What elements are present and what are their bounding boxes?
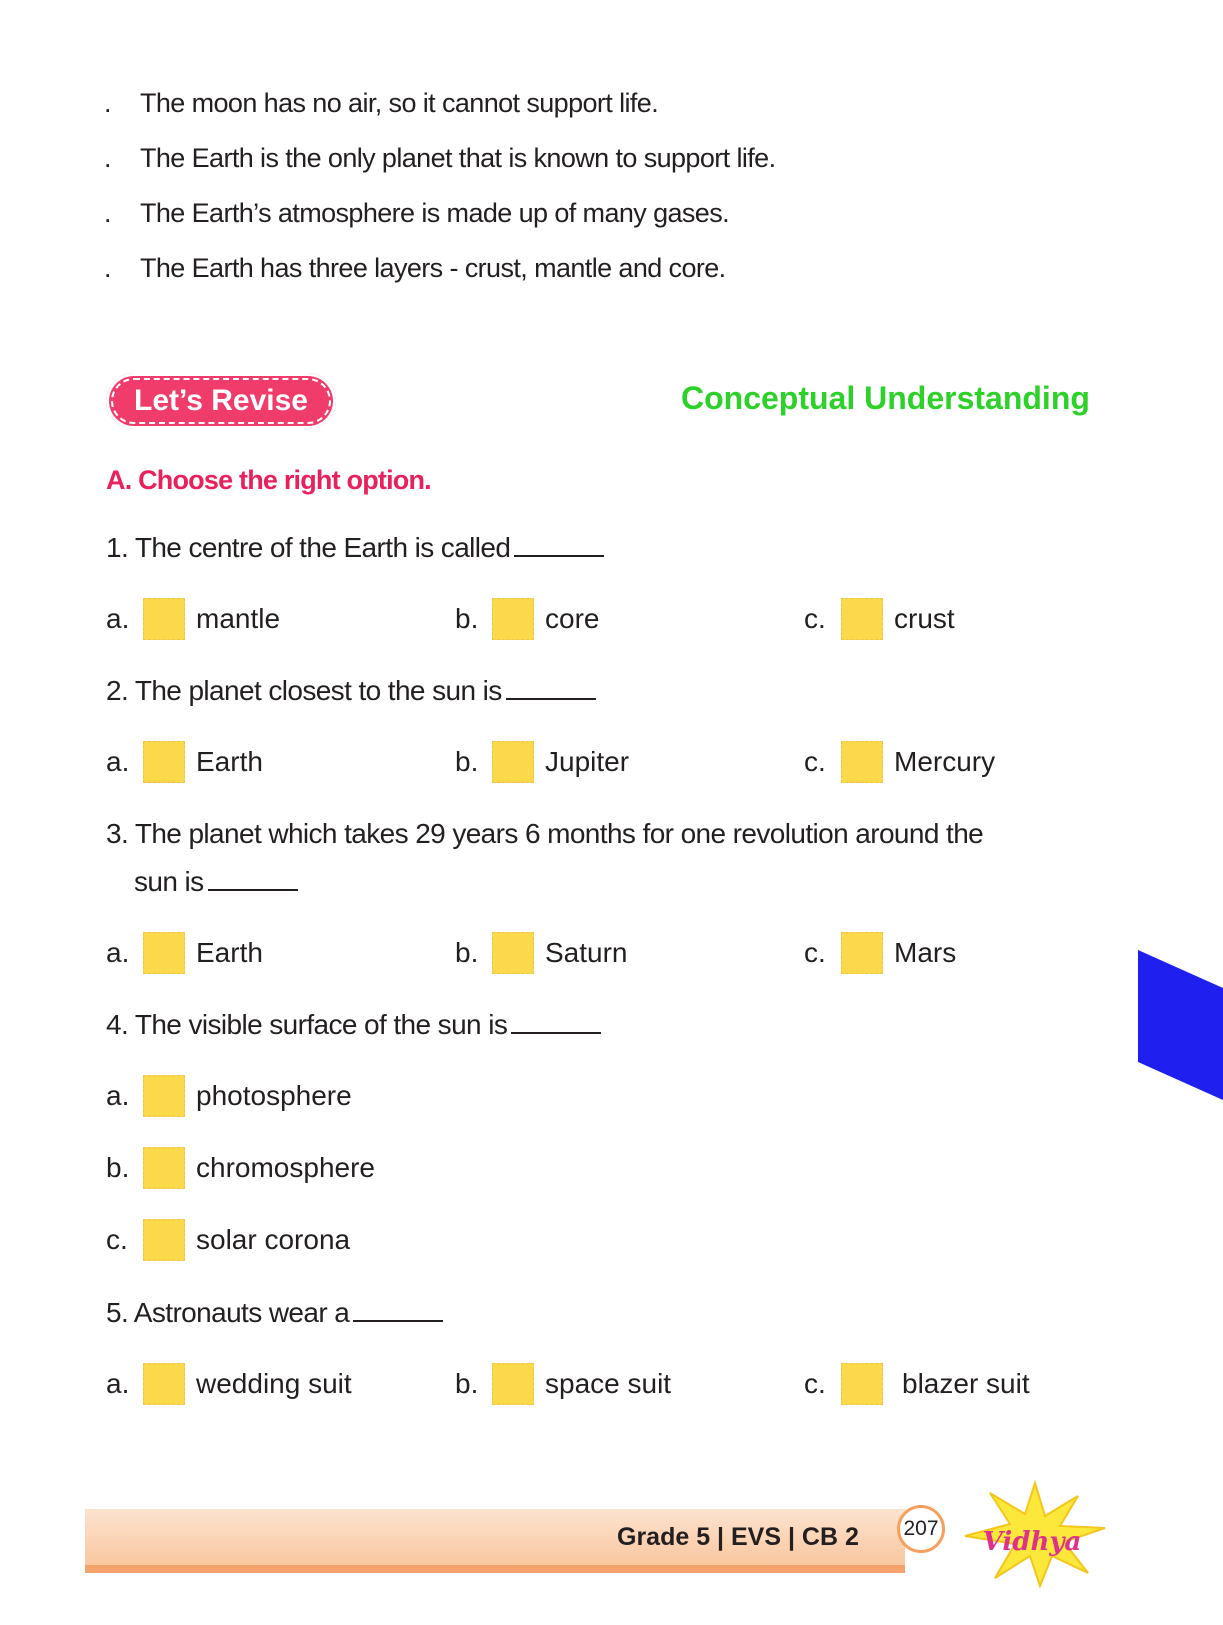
question-5: 5. Astronauts wear a <box>106 1289 443 1337</box>
checkbox[interactable] <box>492 598 534 640</box>
checkbox[interactable] <box>492 932 534 974</box>
page-number: 207 <box>897 1505 945 1553</box>
checkbox[interactable] <box>143 1075 185 1117</box>
answer-blank <box>353 1319 443 1322</box>
chapter-tab <box>1138 950 1223 1100</box>
answer-blank <box>208 888 298 891</box>
checkbox[interactable] <box>492 1363 534 1405</box>
logo-text: Vidhya <box>982 1527 1082 1557</box>
checkbox[interactable] <box>143 1147 185 1189</box>
checkbox[interactable] <box>841 932 883 974</box>
lets-revise-badge <box>106 373 336 429</box>
lets-revise-label: Let’s Revise <box>134 384 308 417</box>
section-a-heading: A. Choose the right option. <box>106 465 431 495</box>
question-4: 4. The visible surface of the sun is <box>106 1001 601 1049</box>
checkbox[interactable] <box>841 598 883 640</box>
fact-item: . The Earth has three layers - crust, mantle and core. <box>104 253 726 283</box>
fact-item: . The moon has no air, so it cannot support life. <box>104 88 659 118</box>
question-1: 1. The centre of the Earth is called <box>106 524 604 572</box>
answer-blank <box>511 1031 601 1034</box>
answer-blank <box>514 554 604 557</box>
question-3: 3. The planet which takes 29 years 6 months for one revolution around the <box>106 818 984 849</box>
question-2: 2. The planet closest to the sun is <box>106 667 596 715</box>
checkbox[interactable] <box>841 741 883 783</box>
answer-blank <box>506 697 596 700</box>
vidhya-logo <box>960 1478 1110 1588</box>
checkbox[interactable] <box>143 598 185 640</box>
checkbox[interactable] <box>143 1363 185 1405</box>
checkbox[interactable] <box>841 1363 883 1405</box>
fact-item: . The Earth’s atmosphere is made up of many gases. <box>104 198 730 228</box>
conceptual-understanding-heading: Conceptual Understanding <box>681 380 1090 416</box>
checkbox[interactable] <box>143 741 185 783</box>
fact-item: . The Earth is the only planet that is known to support life. <box>104 143 776 173</box>
checkbox[interactable] <box>492 741 534 783</box>
checkbox[interactable] <box>143 1219 185 1261</box>
question-3-line-2: sun is <box>134 858 298 906</box>
checkbox[interactable] <box>143 932 185 974</box>
footer-grade-label: Grade 5 | EVS | CB 2 <box>617 1523 859 1551</box>
